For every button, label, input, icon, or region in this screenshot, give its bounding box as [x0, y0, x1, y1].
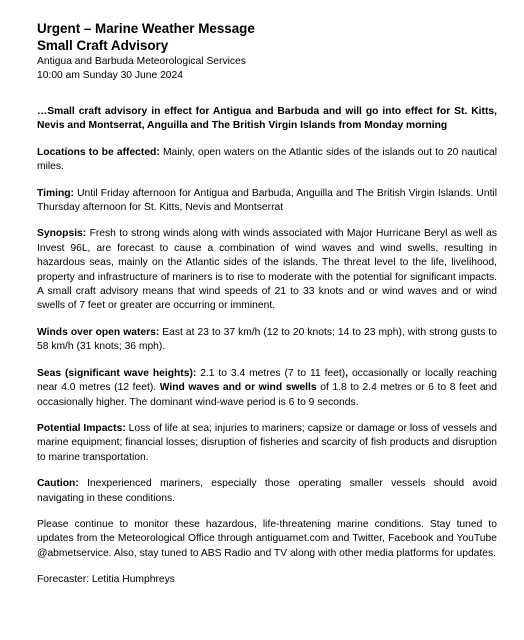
impacts-text: Loss of life at sea; injuries to mariners; capsize or damage or loss of vessels and marine equipment; financial losses; disruption of fisheries and scarcity of fish products and disruption to marine transportation.	[37, 422, 497, 463]
timing-label: Timing:	[37, 187, 74, 199]
wind-waves-label: Wind waves and or wind swells	[159, 382, 317, 394]
caution-label: Caution:	[37, 478, 79, 490]
seas-section	[37, 367, 497, 410]
synopsis-section	[37, 227, 497, 313]
timing-text: Until Friday afternoon for Antigua and Barbuda, Anguilla and The British Virgin Islands. Until Thursday afternoon for St. Kitts, Nevis and Montserrat	[37, 187, 497, 214]
caution-text: Inexperienced mariners, especially those operating smaller vessels should avoid navigating in these conditions.	[37, 478, 497, 504]
monitor-notice: Please continue to monitor these hazardous, life-threatening marine conditions. Stay tuned to updates from the Meteorological Office through antiguamet.com and Twitter, Facebook and YouTube @abmetservice. Also, stay tuned to ABS Radio and TV along with other media platforms for updates.	[37, 518, 497, 559]
page-title: Urgent – Marine Weather Message	[37, 21, 255, 36]
issue-time: 10:00 am Sunday 30 June 2024	[37, 70, 183, 81]
synopsis-text: Fresh to strong winds along with winds associated with Major Hurricane Beryl as well as Invest 96L, are forecast to cause a combination of wind waves and wind swells, resulting in hazardous seas, mainly on the Atlantic sides of the islands. The threat level to the life, livelihood, property and infrastructure of mariners is to rise to moderate with the potential for significant impacts. A small craft advisory means that wind speeds of 21 to 33 knots and or wind waves and or wind swells of 7 feet or greater are occurring or imminent.	[37, 228, 497, 312]
winds-label: Winds over open waters:	[37, 326, 160, 338]
winds-text: East at 23 to 37 km/h (12 to 20 knots; 14 to 23 mph), with strong gusts to 58 km/h (31 knots; 36 mph).	[37, 326, 497, 353]
issuer-name: Antigua and Barbuda Meteorological Services	[37, 56, 246, 67]
seas-text-1: 2.1 to 3.4 metres (7 to 11 feet)	[196, 367, 346, 379]
advisory-subtitle: Small Craft Advisory	[37, 38, 169, 53]
impacts-section	[37, 422, 497, 465]
seas-comma: ,	[345, 367, 349, 379]
seas-text-3: of 1.8 to 2.4 metres or 6 to 8 feet and occasionally higher. The dominant wind-wave period is 6 to 9 seconds.	[37, 382, 497, 408]
locations-section	[37, 146, 497, 175]
forecaster-credit: Forecaster: Letitia Humphreys	[37, 574, 175, 586]
marine-weather-message	[37, 20, 497, 588]
caution-section	[37, 477, 497, 506]
seas-label: Seas (significant wave heights):	[37, 367, 197, 379]
seas-text-2: occasionally or locally reaching near 4.0 metres (12 feet).	[37, 367, 497, 394]
synopsis-label: Synopsis:	[37, 228, 87, 240]
timing-section	[37, 187, 497, 216]
winds-section	[37, 326, 497, 355]
locations-label: Locations to be affected:	[37, 146, 160, 158]
advisory-headline: …Small craft advisory in effect for Antigua and Barbuda and will go into effect for St. Kitts, Nevis and Montserrat, Anguilla and The British Virgin Islands from Monday morning	[37, 106, 497, 132]
locations-text: Mainly, open waters on the Atlantic sides of the islands out to 20 nautical miles.	[37, 146, 497, 173]
impacts-label: Potential Impacts:	[37, 422, 126, 434]
